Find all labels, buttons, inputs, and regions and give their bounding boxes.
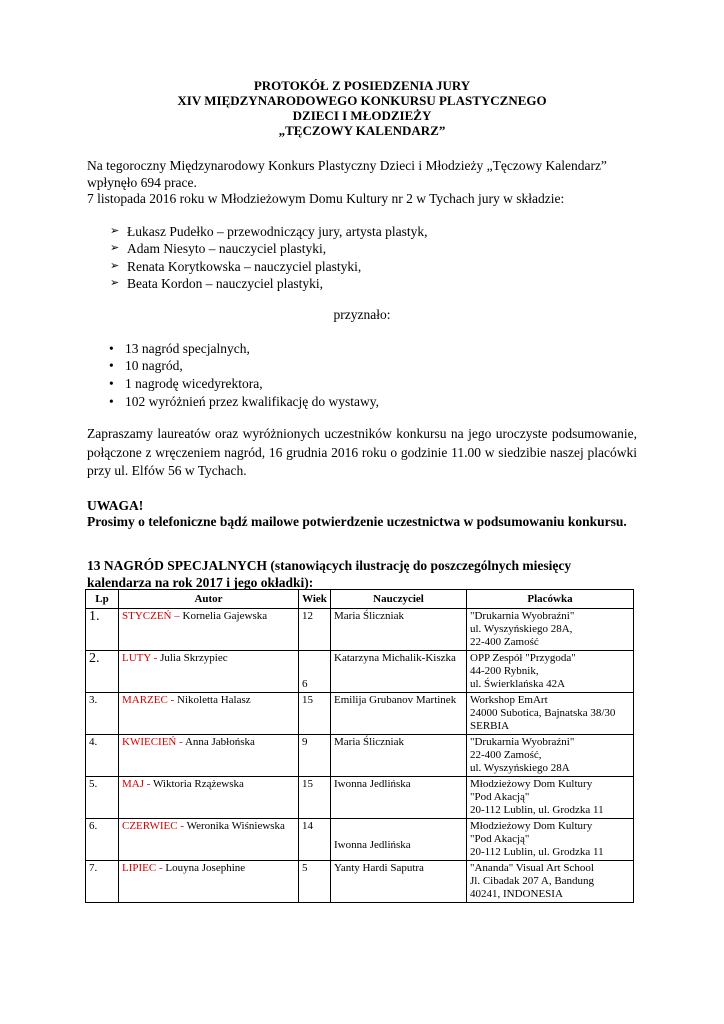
- cell-author: [119, 777, 299, 819]
- author-name: Nikoletta Halasz: [177, 694, 251, 706]
- award-summary: 13 nagród specjalnych,: [125, 340, 250, 356]
- notice-text: Prosimy o telefoniczne bądź mailowe potwierdzenie uczestnictwa w podsumowaniu konkursu.: [87, 514, 627, 530]
- table-row: [86, 735, 634, 777]
- month-label: MAJ: [122, 778, 145, 790]
- table-row: [86, 777, 634, 819]
- cell-author: [119, 609, 299, 651]
- author-separator: -: [167, 694, 178, 706]
- month-label: KWIECIEŃ: [122, 736, 177, 748]
- jury-member: Łukasz Pudełko – przewodniczący jury, artysta plastyk,: [127, 223, 428, 239]
- institution-line: OPP Zespół "Przygoda": [470, 652, 576, 664]
- cell-institution: [467, 609, 634, 651]
- institution-line: "Pod Akacją": [470, 791, 530, 803]
- table-row: [86, 693, 634, 735]
- institution-line: Młodzieżowy Dom Kultury: [470, 820, 593, 832]
- title-line-2: XIV MIĘDZYNARODOWEGO KONKURSU PLASTYCZNEGO: [177, 93, 547, 108]
- cell-age: 15: [299, 693, 331, 735]
- document-title: [87, 78, 637, 138]
- cell-teacher: Emilija Grubanov Martinek: [331, 693, 467, 735]
- institution-line: 22-400 Zamość: [470, 636, 539, 648]
- list-item: [109, 375, 637, 393]
- cell-institution: [467, 777, 634, 819]
- intro-line-3: 7 listopada 2016 roku w Młodzieżowym Domu Kultury nr 2 w Tychach jury w składzie:: [87, 191, 565, 206]
- list-item: [109, 340, 637, 358]
- cell-age: 9: [299, 735, 331, 777]
- institution-line: ul. Wyszyńskiego 28A: [470, 762, 570, 774]
- cell-teacher: Katarzyna Michalik-Kiszka: [331, 651, 467, 693]
- cell-lp: 5.: [86, 777, 119, 819]
- cell-age: 15: [299, 777, 331, 819]
- cell-teacher: Yanty Hardi Saputra: [331, 861, 467, 903]
- author-separator: -: [156, 862, 166, 874]
- table-row: [86, 861, 634, 903]
- cell-institution: [467, 735, 634, 777]
- cell-lp: 6.: [86, 819, 119, 861]
- cell-institution: [467, 861, 634, 903]
- arrow-bullet-icon: ➢: [110, 259, 120, 272]
- cell-age: 5: [299, 861, 331, 903]
- cell-age: 12: [299, 609, 331, 651]
- list-item: [110, 223, 637, 241]
- arrow-bullet-icon: ➢: [110, 242, 120, 254]
- list-item: [110, 240, 637, 258]
- cell-teacher: Maria Śliczniak: [331, 735, 467, 777]
- institution-line: 44-200 Rybnik,: [470, 665, 539, 677]
- header-author: Autor: [119, 590, 299, 609]
- month-label: LUTY: [122, 652, 151, 664]
- cell-age: 14: [299, 819, 331, 861]
- notice-heading: UWAGA!: [87, 497, 144, 513]
- list-item: [109, 393, 637, 411]
- arrow-bullet-icon: ➢: [110, 224, 120, 237]
- cell-lp: 4.: [86, 735, 119, 777]
- cell-institution: [467, 819, 634, 861]
- cell-teacher: Iwonna Jedlińska: [331, 777, 467, 819]
- list-item: [110, 258, 637, 276]
- cell-age: 6: [299, 651, 331, 693]
- institution-line: 20-112 Lublin, ul. Grodzka 11: [470, 804, 604, 816]
- institution-line: 22-400 Zamość,: [470, 749, 542, 761]
- table-row: [86, 609, 634, 651]
- author-separator: -: [176, 736, 185, 748]
- bullet-icon: •: [109, 358, 114, 374]
- header-age: Wiek: [299, 590, 331, 609]
- intro-line-1: Na tegoroczny Międzynarodowy Konkurs Plastyczny Dzieci i Młodzieży „Tęczowy Kalendarz”: [87, 158, 607, 173]
- jury-member: Beata Kordon – nauczyciel plastyki,: [127, 276, 324, 291]
- cell-author: [119, 819, 299, 861]
- bullet-icon: •: [109, 393, 114, 409]
- institution-line: ul. Wyszyńskiego 28A,: [470, 623, 573, 635]
- cell-lp: 2.: [86, 651, 119, 693]
- cell-author: [119, 861, 299, 903]
- header-teacher: Nauczyciel: [331, 590, 467, 609]
- author-name: Wiktoria Rzążewska: [152, 778, 244, 790]
- table-header-row: [86, 590, 634, 609]
- award-summary: 102 wyróżnień przez kwalifikację do wystawy,: [125, 393, 380, 409]
- title-line-3: DZIECI I MŁODZIEŻY: [292, 108, 432, 123]
- institution-line: "Drukarnia Wyobraźni": [470, 610, 575, 622]
- institution-line: Jl. Cibadak 207 A, Bandung: [470, 875, 595, 887]
- cell-author: [119, 735, 299, 777]
- author-name: Kornelia Gajewska: [182, 610, 268, 622]
- table-row: [86, 651, 634, 693]
- month-label: STYCZEŃ: [122, 610, 172, 622]
- author-name: Weronika Wiśniewska: [186, 820, 285, 832]
- cell-author: [119, 693, 299, 735]
- cell-teacher: Maria Śliczniak: [331, 609, 467, 651]
- author-separator: -: [144, 778, 153, 790]
- section-title: 13 NAGRÓD SPECJALNYCH (stanowiących ilustrację do poszczególnych miesięcy kalendarza na rok 2017 i jego okładki):: [87, 557, 572, 590]
- cell-lp: 3.: [86, 693, 119, 735]
- month-label: CZERWIEC: [122, 820, 178, 832]
- author-separator: -: [177, 820, 187, 832]
- institution-line: 40241, INDONESIA: [470, 888, 563, 900]
- institution-line: Workshop EmArt: [470, 694, 548, 706]
- list-item: [109, 357, 637, 375]
- document-page: [87, 78, 637, 591]
- bullet-icon: •: [109, 340, 114, 356]
- intro-line-2: wpłynęło 694 prace.: [87, 174, 197, 190]
- author-name: Julia Skrzypiec: [160, 652, 228, 664]
- institution-line: Młodzieżowy Dom Kultury: [470, 778, 593, 790]
- institution-line: 20-112 Lublin, ul. Grodzka 11: [470, 846, 604, 858]
- special-awards-table: [85, 589, 634, 903]
- title-line-4: „TĘCZOWY KALENDARZ”: [278, 123, 446, 138]
- month-label: LIPIEC: [122, 862, 157, 874]
- institution-line: "Ananda" Visual Art School: [470, 862, 594, 874]
- header-institution: Placówka: [467, 590, 634, 609]
- awards-summary-list: [87, 340, 637, 411]
- title-line-1: PROTOKÓŁ Z POSIEDZENIA JURY: [253, 78, 471, 93]
- granted-label: przyznało:: [333, 306, 391, 322]
- award-summary: 10 nagród,: [125, 358, 183, 374]
- institution-line: "Pod Akacją": [470, 833, 530, 845]
- author-name: Anna Jabłońska: [184, 736, 255, 748]
- author-name: Louyna Josephine: [165, 862, 246, 874]
- institution-line: 24000 Subotica, Bajnatska 38/30: [470, 707, 616, 719]
- jury-member: Renata Korytkowska – nauczyciel plastyki,: [127, 258, 362, 274]
- cell-author: [119, 651, 299, 693]
- bullet-icon: •: [109, 375, 114, 391]
- list-item: [110, 275, 637, 293]
- header-lp: Lp: [86, 590, 119, 609]
- institution-line: ul. Świerklańska 42A: [470, 678, 566, 690]
- arrow-bullet-icon: ➢: [110, 277, 120, 289]
- table-row: [86, 819, 634, 861]
- jury-member: Adam Niesyto – nauczyciel plastyki,: [127, 241, 327, 256]
- cell-institution: [467, 693, 634, 735]
- institution-line: "Drukarnia Wyobraźni": [470, 736, 575, 748]
- intro-paragraph: [87, 158, 637, 208]
- notice-block: [87, 498, 637, 531]
- jury-list: [87, 223, 637, 293]
- cell-teacher: Iwonna Jedlińska: [331, 819, 467, 861]
- cell-institution: [467, 651, 634, 693]
- author-separator: -: [150, 652, 161, 664]
- invitation-paragraph: Zapraszamy laureatów oraz wyróżnionych uczestników konkursu na jego uroczyste podsumowanie, połączone z wręczeniem nagród, 16 grudnia 2016 roku o godzinie 11.00 w siedzibie naszej placówki przy ul. Elfów 56 w Tychach.: [87, 426, 637, 479]
- month-label: MARZEC: [122, 694, 168, 706]
- cell-lp: 7.: [86, 861, 119, 903]
- award-summary: 1 nagrodę wicedyrektora,: [125, 375, 263, 391]
- author-separator: –: [171, 610, 183, 622]
- cell-lp: 1.: [86, 609, 119, 651]
- institution-line: SERBIA: [470, 720, 510, 732]
